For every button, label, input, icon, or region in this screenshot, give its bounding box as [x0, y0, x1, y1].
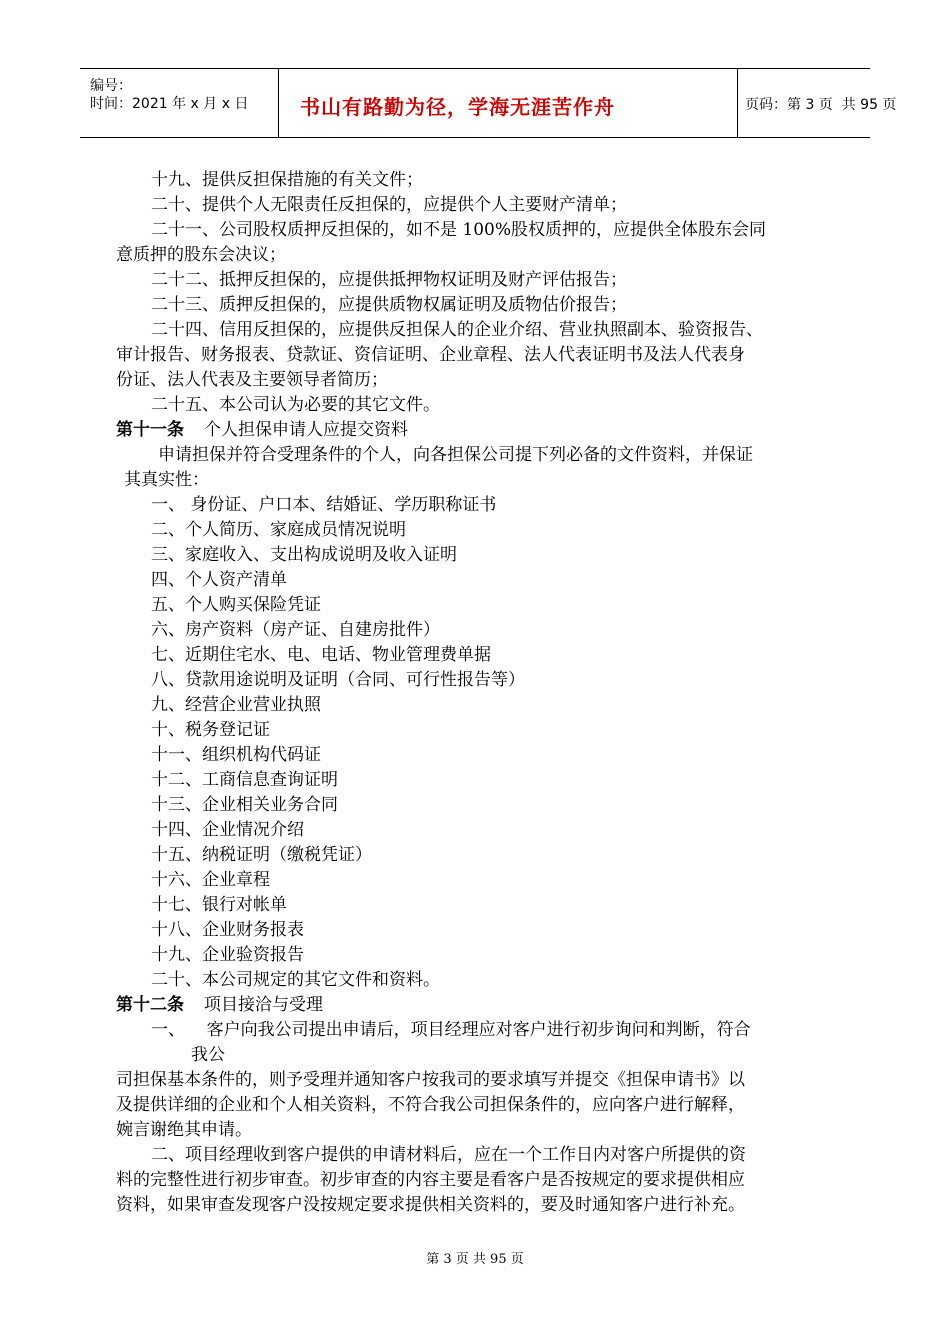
motto-text: 书山有路勤为径，学海无涯苦作舟: [300, 95, 615, 119]
document-body: [116, 168, 838, 1218]
list-item: 九、经营企业营业执照: [151, 695, 321, 715]
text-line: 二十一、公司股权质押反担保的，如不是 100%股权质押的，应提供全体股东会同: [151, 220, 767, 240]
list-item: 十五、纳税证明（缴税凭证）: [151, 845, 372, 865]
list-item: 四、个人资产清单: [151, 570, 287, 590]
time-label: 时间：2021 年 x 月 x 日: [90, 96, 249, 112]
article-heading: [116, 418, 838, 443]
header-meta-cell: [80, 69, 279, 137]
number-label: 编号：: [90, 78, 132, 94]
text-line: 二十四、信用反担保的，应提供反担保人的企业介绍、营业执照副本、验资报告、: [151, 320, 763, 340]
text-line: 二十二、抵押反担保的，应提供抵押物权证明及财产评估报告；: [151, 270, 627, 290]
list-item: 十二、工商信息查询证明: [151, 770, 338, 790]
text-line: 及提供详细的企业和个人相关资料，不符合我公司担保条件的，应向客户进行解释，: [116, 1095, 745, 1115]
text-line: 审计报告、财务报表、贷款证、资信证明、企业章程、法人代表证明书及法人代表身: [116, 345, 745, 365]
article-number: 第十一条: [116, 420, 184, 440]
list-item: 二、个人简历、家庭成员情况说明: [151, 520, 406, 540]
text-line: 二十五、本公司认为必要的其它文件。: [151, 395, 440, 415]
list-item: 十八、企业财务报表: [151, 920, 304, 940]
text-line: 我公: [191, 1045, 225, 1065]
text-line: 其真实性：: [124, 470, 209, 490]
text-line: 司担保基本条件的，则予受理并通知客户按我司的要求填写并提交《担保申请书》以: [116, 1070, 745, 1090]
text-line: 资料，如果审查发现客户没按规定要求提供相关资料的，要及时通知客户进行补充。: [116, 1195, 745, 1215]
text-line: 婉言谢绝其申请。: [116, 1120, 252, 1140]
article-title: 项目接洽与受理: [204, 995, 323, 1015]
text-line: 一、 客户向我公司提出申请后，项目经理应对客户进行初步询问和判断，符合: [151, 1020, 751, 1040]
article-number: 第十二条: [116, 995, 184, 1015]
list-item: 八、贷款用途说明及证明（合同、可行性报告等）: [151, 670, 525, 690]
text-line: 意质押的股东会决议；: [116, 245, 286, 265]
list-item: 十一、组织机构代码证: [151, 745, 321, 765]
page-code: 页码：第 3 页 共 95 页: [745, 97, 897, 113]
list-item: 五、个人购买保险凭证: [151, 595, 321, 615]
page-header: [80, 68, 897, 138]
article-heading: [116, 993, 838, 1018]
text-line: 份证、法人代表及主要领导者简历；: [116, 370, 388, 390]
list-item: 十、税务登记证: [151, 720, 270, 740]
header-page-cell: [737, 69, 897, 137]
page-footer: 第 3 页 共 95 页: [426, 1252, 524, 1267]
list-item: 七、近期住宅水、电、电话、物业管理费单据: [151, 645, 491, 665]
header-motto-cell: [278, 69, 738, 137]
list-item: 一、 身份证、户口本、结婚证、学历职称证书: [151, 495, 497, 515]
list-item: 三、家庭收入、支出构成说明及收入证明: [151, 545, 457, 565]
list-item: 十六、企业章程: [151, 870, 270, 890]
text-line: 二、项目经理收到客户提供的申请材料后，应在一个工作日内对客户所提供的资: [151, 1145, 746, 1165]
list-item: 十三、企业相关业务合同: [151, 795, 338, 815]
article-title: 个人担保申请人应提交资料: [204, 420, 408, 440]
list-item: 十七、银行对帐单: [151, 895, 287, 915]
text-line: 料的完整性进行初步审查。初步审查的内容主要是看客户是否按规定的要求提供相应: [116, 1170, 745, 1190]
text-line: 申请担保并符合受理条件的个人，向各担保公司提下列必备的文件资料，并保证: [158, 445, 753, 465]
list-item: 十九、企业验资报告: [151, 945, 304, 965]
text-line: 十九、提供反担保措施的有关文件；: [151, 170, 423, 190]
text-line: 二十三、质押反担保的，应提供质物权属证明及质物估价报告；: [151, 295, 627, 315]
list-item: 六、房产资料（房产证、自建房批件）: [151, 620, 440, 640]
list-item: 二十、本公司规定的其它文件和资料。: [151, 970, 440, 990]
list-item: 十四、企业情况介绍: [151, 820, 304, 840]
text-line: 二十、提供个人无限责任反担保的，应提供个人主要财产清单；: [151, 195, 627, 215]
